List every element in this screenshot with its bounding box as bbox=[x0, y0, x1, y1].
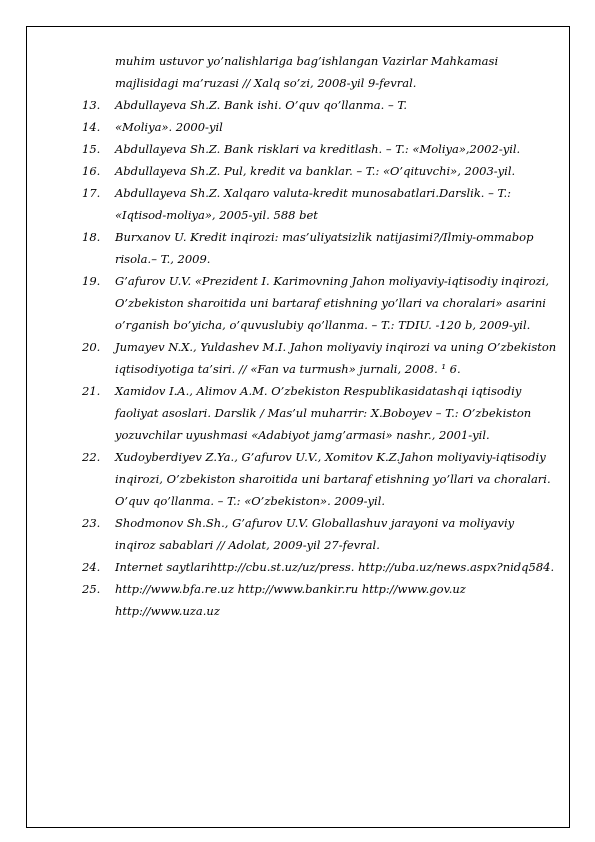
reference-number: 14. bbox=[82, 120, 101, 134]
reference-line: faoliyat asoslari. Darslik / Mas’ul muharrir: X.Boboyev – T.: O’zbekiston bbox=[115, 406, 532, 420]
reference-number: 16. bbox=[82, 164, 101, 178]
reference-line: Abdullayeva Sh.Z. Bank risklari va kreditlash. – T.: «Moliya»,2002-yil. bbox=[115, 142, 521, 156]
reference-item bbox=[82, 512, 552, 556]
reference-number: 17. bbox=[82, 186, 101, 200]
reference-line: inqirozi, O’zbekiston sharoitida uni bartaraf etishning yo’llari va choralari. bbox=[115, 472, 551, 486]
reference-line: Abdullayeva Sh.Z. Xalqaro valuta-kredit munosabatlari.Darslik. – T.: bbox=[115, 186, 512, 200]
reference-number: 22. bbox=[82, 450, 101, 464]
reference-line: G’afurov U.V. «Prezident I. Karimovning Jahon moliyaviy-iqtisodiy inqirozi, bbox=[115, 274, 550, 288]
reference-text bbox=[115, 226, 552, 270]
reference-line: inqiroz sabablari // Adolat, 2009-yil 27-fevral. bbox=[115, 538, 380, 552]
reference-text bbox=[115, 512, 552, 556]
reference-item bbox=[82, 226, 552, 270]
reference-text bbox=[115, 94, 552, 116]
reference-item bbox=[82, 160, 552, 182]
reference-line: O’zbekiston sharoitida uni bartaraf etishning yo’llari va choralari» asarini bbox=[115, 296, 546, 310]
reference-item bbox=[82, 336, 557, 380]
reference-text bbox=[115, 182, 552, 226]
reference-line: Xudoyberdiyev Z.Ya., G’afurov U.V., Xomitov K.Z.Jahon moliyaviy-iqtisodiy bbox=[115, 450, 546, 464]
reference-line: risola.– T., 2009. bbox=[115, 252, 211, 266]
reference-line: yozuvchilar uyushmasi «Adabiyot jamg’armasi» nashr., 2001-yil. bbox=[115, 428, 490, 442]
reference-line: Shodmonov Sh.Sh., G’afurov U.V. Globallashuv jarayoni va moliyaviy bbox=[115, 516, 515, 530]
reference-line: Xamidov I.A., Alimov A.M. O’zbekiston Respublikasidatashqi iqtisodiy bbox=[115, 384, 522, 398]
reference-item bbox=[82, 138, 552, 160]
reference-number: 19. bbox=[82, 274, 101, 288]
reference-number: 23. bbox=[82, 516, 101, 530]
reference-list bbox=[82, 50, 557, 622]
reference-number: 18. bbox=[82, 230, 101, 244]
reference-line: «Moliya». 2000-yil bbox=[115, 120, 223, 134]
reference-text bbox=[115, 446, 552, 512]
reference-line: Burxanov U. Kredit inqirozi: mas’uliyatsizlik natijasimi?/Ilmiy-ommabop bbox=[115, 230, 534, 244]
reference-line: Jumayev N.X., Yuldashev M.I. Jahon moliyaviy inqirozi va uning O’zbekiston bbox=[115, 340, 557, 354]
reference-number: 24. bbox=[82, 560, 101, 574]
reference-text bbox=[115, 160, 552, 182]
reference-line: Internet saytlarihttp://cbu.st.uz/uz/press. http://uba.uz/news.aspx?nidq584. bbox=[115, 560, 555, 574]
reference-item bbox=[82, 182, 552, 226]
reference-item bbox=[82, 50, 552, 94]
reference-text bbox=[115, 50, 552, 94]
reference-number: 25. bbox=[82, 582, 101, 596]
reference-number: 20. bbox=[82, 340, 101, 354]
reference-item bbox=[82, 116, 552, 138]
reference-text bbox=[115, 380, 552, 446]
reference-item bbox=[82, 556, 555, 578]
reference-line: http://www.uza.uz bbox=[115, 604, 220, 618]
reference-text bbox=[115, 116, 552, 138]
reference-line: majlisidagi ma’ruzasi // Xalq so’zi, 2008-yil 9-fevral. bbox=[115, 76, 417, 90]
reference-number: 15. bbox=[82, 142, 101, 156]
reference-line: o’rganish bo’yicha, o’quvuslubiy qo’llanma. – T.: TDIU. -120 b, 2009-yil. bbox=[115, 318, 531, 332]
reference-line: iqtisodiyotiga ta’siri. // «Fan va turmush» jurnali, 2008. ¹ 6. bbox=[115, 362, 461, 376]
reference-line: Abdullayeva Sh.Z. Bank ishi. O’quv qo’llanma. – T. bbox=[115, 98, 407, 112]
reference-text bbox=[115, 556, 554, 578]
reference-line: muhim ustuvor yo’nalishlariga bag’ishlangan Vazirlar Mahkamasi bbox=[115, 54, 499, 68]
reference-line: «Iqtisod-moliya», 2005-yil. 588 bet bbox=[115, 208, 318, 222]
reference-line: http://www.bfa.re.uz http://www.bankir.ru http://www.gov.uz bbox=[115, 582, 466, 596]
reference-item bbox=[82, 94, 552, 116]
reference-item bbox=[82, 446, 552, 512]
reference-line: Abdullayeva Sh.Z. Pul, kredit va banklar. – T.: «O’qituvchi», 2003-yil. bbox=[115, 164, 516, 178]
reference-text bbox=[115, 578, 552, 622]
reference-number: 13. bbox=[82, 98, 101, 112]
reference-text bbox=[115, 336, 556, 380]
reference-text bbox=[115, 270, 552, 336]
reference-line: O’quv qo’llanma. – T.: «O’zbekiston». 2009-yil. bbox=[115, 494, 386, 508]
reference-item bbox=[82, 270, 552, 336]
reference-item bbox=[82, 380, 552, 446]
reference-item bbox=[82, 578, 552, 622]
reference-text bbox=[115, 138, 552, 160]
reference-number: 21. bbox=[82, 384, 101, 398]
